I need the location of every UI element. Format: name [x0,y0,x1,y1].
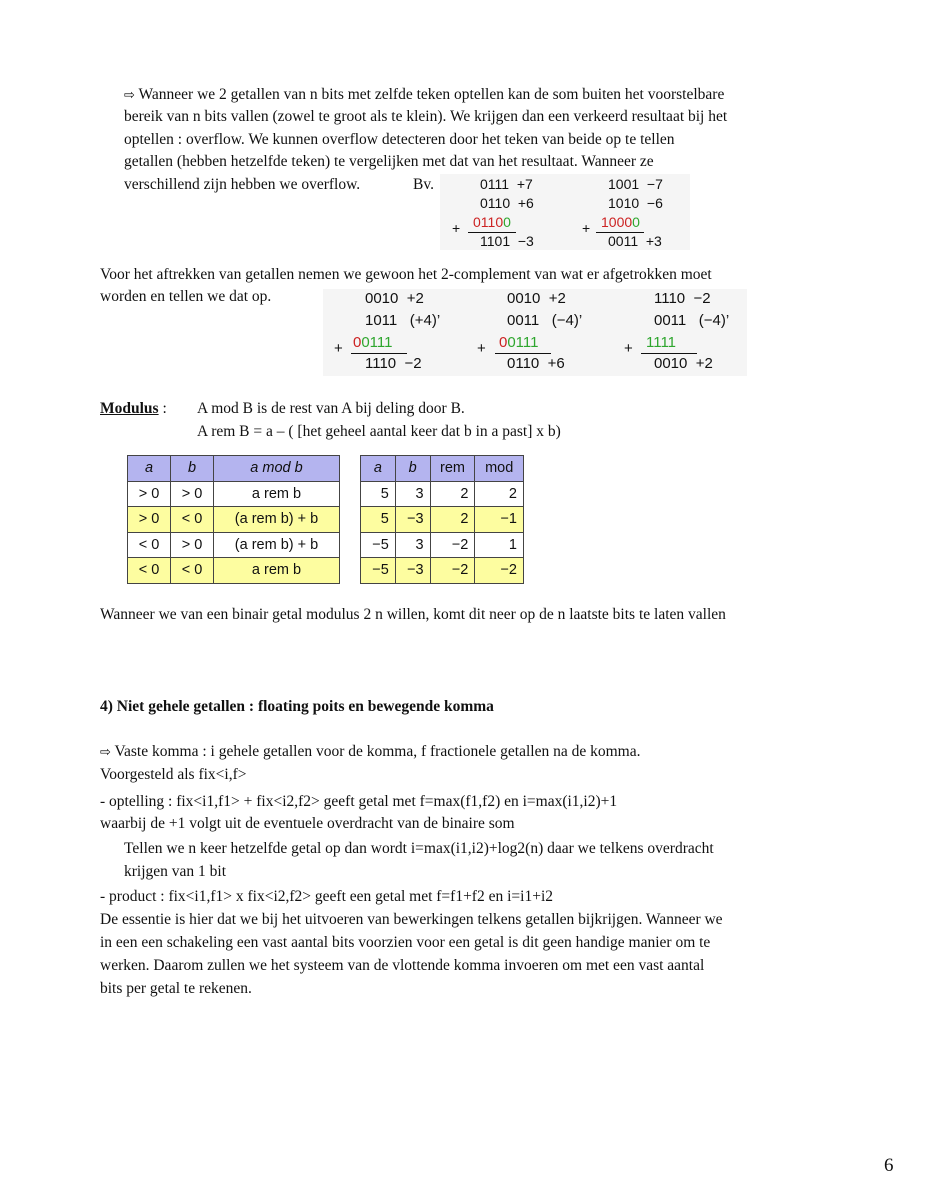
mod-examples-table [360,455,524,584]
subtract-examples [323,289,747,376]
sub3-carry: 1111 [646,334,677,351]
section-heading: 4) Niet gehele getallen : floating poits en bewegende komma [100,698,494,715]
ex2-carry: 10000 [601,214,640,230]
fixed-point-line-7: - product : fix<i1,f1> x fix<i2,f2> geeft een getal met f=f1+f2 en i=i1+i2 [100,888,554,905]
table-row: −5 −3 −2 −2 [361,558,524,584]
sum-line [641,353,697,354]
plus-sign: + [582,220,591,236]
plus-sign: + [334,340,343,357]
overflow-line-3: optellen : overflow. We kunnen overflow detecteren door het teken van beide op te tellen [124,131,675,148]
table-row: 5 3 2 2 [361,481,524,507]
ex1-carry: 01100 [473,214,511,230]
fixed-point-line-6: krijgen van 1 bit [124,863,227,880]
sub1-operand-b: 1011 (+4)’ [365,312,441,329]
fixed-point-line-5: Tellen we n keer hetzelfde getal op dan wordt i=max(i1,i2)+log2(n) daar we telkens overdracht [124,840,714,857]
sub1-operand-a: 0010 +2 [365,290,424,307]
table-header: rem [430,456,475,482]
sub2-result: 0110 +6 [507,355,565,372]
ex2-operand-b: 1010 −6 [608,195,663,211]
fixed-point-line-10: werken. Daarom zullen we het systeem van de vlottende komma invoeren om met een vast aantal [100,957,705,974]
binary-modulus-line: Wanneer we van een binair getal modulus 2 n willen, komt dit neer op de n laatste bits te laten vallen [100,606,726,623]
overflow-examples [440,174,690,250]
overflow-text-1: Wanneer we 2 getallen van n bits met zelfde teken optellen kan de som buiten het voorstelbare [138,86,725,103]
table-row: < 0 < 0 a rem b [128,558,340,584]
sub1-result: 1110 −2 [365,355,422,372]
overflow-line-4: getallen (hebben hetzelfde teken) te vergelijken met dat van het resultaat. Wanneer ze [124,153,654,170]
overflow-line-5: verschillend zijn hebben we overflow. [124,176,361,193]
ex1-operand-a: 0111 +7 [480,176,533,192]
table-header: b [395,456,430,482]
fixed-point-line-2: Voorgesteld als fix<i,f> [100,766,247,783]
sum-line [495,353,551,354]
sub3-operand-a: 1110 −2 [654,290,711,307]
bv-label: Bv. [413,176,434,193]
fixed-point-line-4: waarbij de +1 volgt uit de eventuele overdracht van de binaire som [100,815,515,832]
fixed-point-line-9: in een een schakeling een vast aantal bits voorzien voor een getal is dit geen handige manier om te [100,934,711,951]
ex1-result: 1101 −3 [480,233,534,249]
ex2-operand-a: 1001 −7 [608,176,663,192]
table-header: mod [475,456,524,482]
table-row: > 0 > 0 a rem b [128,481,340,507]
fixed-point-line-1: ⇨ Vaste komma : i gehele getallen voor de komma, f fractionele getallen na de komma. [100,743,641,760]
plus-sign: + [624,340,633,357]
modulus-heading: Modulus : [100,400,167,417]
sub1-carry: 00111 [353,334,393,351]
sub2-carry: 00111 [499,334,539,351]
fixed-point-line-3: - optelling : fix<i1,f1> + fix<i2,f2> geeft getal met f=max(f1,f2) en i=max(i1,i2)+1 [100,793,618,810]
table-header: a mod b [214,456,340,482]
table-row: 5 −3 2 −1 [361,507,524,533]
table-row: < 0 > 0 (a rem b) + b [128,532,340,558]
mod-rules-table [127,455,340,584]
ex1-operand-b: 0110 +6 [480,195,534,211]
subtract-line-1: Voor het aftrekken van getallen nemen we gewoon het 2-complement van wat er afgetrokken moet [100,266,712,283]
plus-sign: + [477,340,486,357]
sum-line [351,353,407,354]
fixed-point-line-11: bits per getal te rekenen. [100,980,252,997]
rem-definition: A rem B = a – ( [het geheel aantal keer dat b in a past] x b) [197,423,561,440]
plus-sign: + [452,220,461,236]
page-number: 6 [884,1155,894,1176]
fixed-point-line-8: De essentie is hier dat we bij het uitvoeren van bewerkingen telkens getallen bijkrijgen. Wanneer we [100,911,723,928]
ex2-result: 0011 +3 [608,233,662,249]
sub2-operand-b: 0011 (−4)’ [507,312,583,329]
overflow-line-2: bereik van n bits vallen (zowel te groot als te klein). We krijgen dan een verkeerd resultaat bij het [124,108,728,125]
modulus-definition: A mod B is de rest van A bij deling door B. [197,400,465,417]
sub3-result: 0010 +2 [654,355,713,372]
table-row: −5 3 −2 1 [361,532,524,558]
subtract-line-2: worden en tellen we dat op. [100,288,272,305]
table-header: a [128,456,171,482]
sub3-operand-b: 0011 (−4)’ [654,312,730,329]
table-header: b [171,456,214,482]
sub2-operand-a: 0010 +2 [507,290,566,307]
arrow-right-icon: ⇨ [124,88,135,103]
arrow-right-icon: ⇨ [100,745,111,760]
table-header: a [361,456,396,482]
overflow-line-1 [124,84,724,108]
table-row: > 0 < 0 (a rem b) + b [128,507,340,533]
